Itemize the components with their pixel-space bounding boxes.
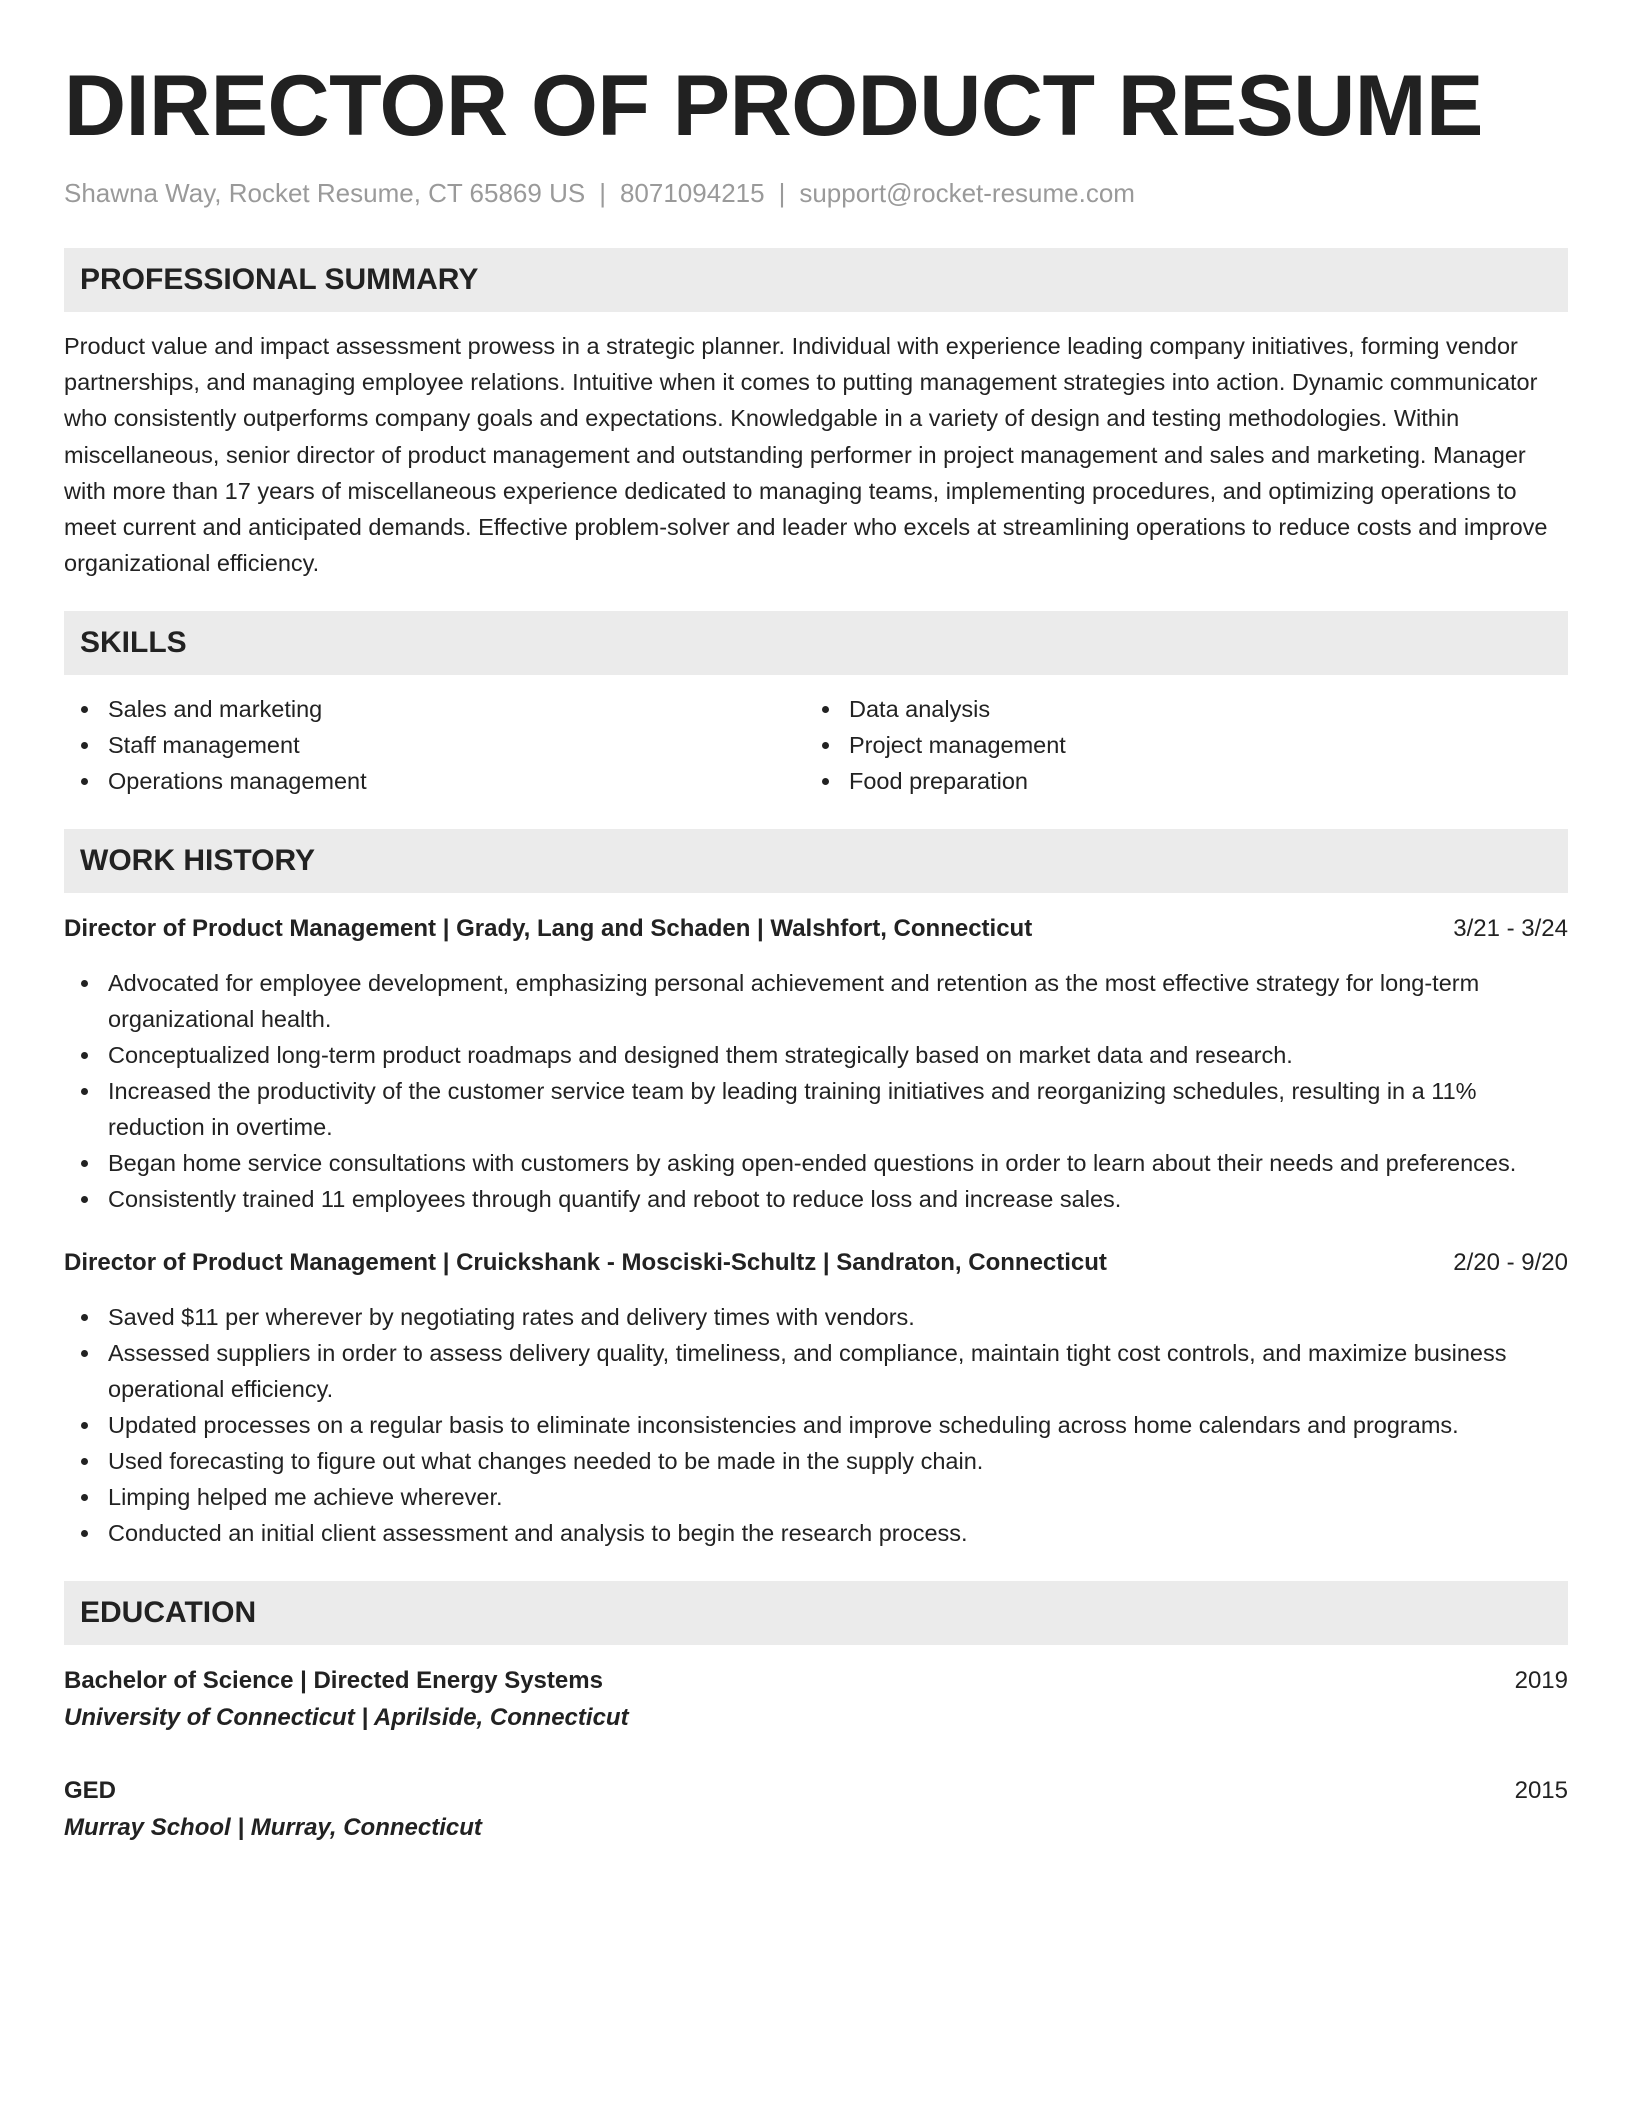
job-bullet: Saved $11 per wherever by negotiating rates and delivery times with vendors. <box>64 1299 1568 1335</box>
skill-item: Operations management <box>64 763 805 799</box>
section-header-skills: SKILLS <box>64 611 1568 675</box>
contact-phone: 8071094215 <box>619 178 765 208</box>
contact-email: support@rocket-resume.com <box>799 178 1135 208</box>
contact-line <box>64 176 1568 210</box>
resume-title: DIRECTOR OF PRODUCT RESUME <box>64 58 1483 154</box>
section-header-work-history: WORK HISTORY <box>64 829 1568 893</box>
skill-item: Data analysis <box>805 691 1568 727</box>
education-degree: GED <box>64 1777 117 1805</box>
skill-item: Project management <box>805 727 1568 763</box>
skill-item: Food preparation <box>805 763 1568 799</box>
skills-column-left <box>64 691 805 799</box>
job-bullet: Used forecasting to figure out what changes needed to be made in the supply chain. <box>64 1443 1568 1479</box>
skill-item: Sales and marketing <box>64 691 805 727</box>
job-bullet: Increased the productivity of the customer service team by leading training initiatives and reorganizing schedules, resulting in a 11% reduction in overtime. <box>64 1073 1568 1145</box>
job-bullets <box>64 965 1568 1217</box>
education-school: University of Connecticut | Aprilside, Connecticut <box>64 1704 629 1732</box>
job-header <box>64 911 1568 947</box>
job-entry <box>64 1245 1568 1551</box>
education-header <box>64 1773 1568 1809</box>
job-bullet: Updated processes on a regular basis to eliminate inconsistencies and improve scheduling across home calendars and programs. <box>64 1407 1568 1443</box>
job-title: Director of Product Management | Grady, Lang and Schaden | Walshfort, Connecticut <box>64 915 1033 943</box>
job-bullet: Conducted an initial client assessment and analysis to begin the research process. <box>64 1515 1568 1551</box>
job-bullet: Conceptualized long-term product roadmaps and designed them strategically based on market data and research. <box>64 1037 1568 1073</box>
contact-separator: | <box>599 178 606 208</box>
job-entry <box>64 911 1568 1217</box>
job-bullet: Began home service consultations with customers by asking open-ended questions in order to learn about their needs and preferences. <box>64 1145 1568 1181</box>
section-header-summary: PROFESSIONAL SUMMARY <box>64 248 1568 312</box>
job-bullets <box>64 1299 1568 1551</box>
education-entry <box>64 1773 1568 1847</box>
education-year: 2019 <box>1514 1667 1568 1695</box>
job-bullet: Assessed suppliers in order to assess delivery quality, timeliness, and compliance, maintain tight cost controls, and maximize business operational efficiency. <box>64 1335 1568 1407</box>
job-dates: 3/21 - 3/24 <box>1453 915 1568 943</box>
job-bullet: Advocated for employee development, emphasizing personal achievement and retention as the most effective strategy for long-term organizational health. <box>64 965 1568 1037</box>
job-bullet: Limping helped me achieve wherever. <box>64 1479 1568 1515</box>
skills-column-right <box>805 691 1568 799</box>
job-dates: 2/20 - 9/20 <box>1453 1249 1568 1277</box>
education-header <box>64 1663 1568 1699</box>
contact-separator: | <box>778 178 786 208</box>
job-title: Director of Product Management | Cruickshank - Mosciski-Schultz | Sandraton, Connecticut <box>64 1249 1107 1277</box>
education-entry <box>64 1663 1568 1737</box>
job-bullet: Consistently trained 11 employees through quantify and reboot to reduce loss and increase sales. <box>64 1181 1568 1217</box>
skills-list <box>64 691 1568 799</box>
skill-item: Staff management <box>64 727 805 763</box>
contact-address: Shawna Way, Rocket Resume, CT 65869 US <box>64 178 586 208</box>
education-degree: Bachelor of Science | Directed Energy Systems <box>64 1667 603 1695</box>
summary-text: Product value and impact assessment prowess in a strategic planner. Individual with experience leading company initiatives, forming vendor partnerships, and managing employee relations. Intuitive when it comes to putting management strategies into action. Dynamic communicator who consistently outperforms company goals and expectations. Knowledgable in a variety of design and testing methodologies. Within miscellaneous, senior director of product management and outstanding performer in project management and sales and marketing. Manager with more than 17 years of miscellaneous experience dedicated to managing teams, implementing procedures, and optimizing operations to meet current and anticipated demands. Effective problem-solver and leader who excels at streamlining operations to reduce costs and improve organizational efficiency. <box>64 333 1548 577</box>
job-header <box>64 1245 1568 1281</box>
education-year: 2015 <box>1514 1777 1568 1805</box>
education-school: Murray School | Murray, Connecticut <box>64 1814 482 1842</box>
section-header-education: EDUCATION <box>64 1581 1568 1645</box>
